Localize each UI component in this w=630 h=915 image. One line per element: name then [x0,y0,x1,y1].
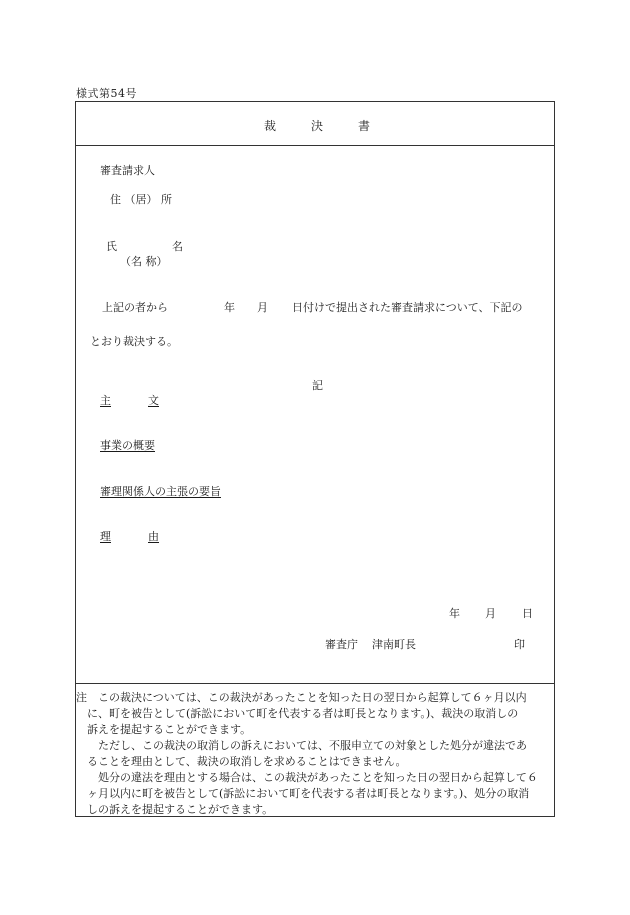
title-row [76,102,554,146]
date-month: 月 [485,607,496,620]
form-number: 様式第54号 [76,87,137,100]
section-reason [100,528,159,544]
section-overview: 事業の概要 [100,439,155,452]
section-main-b: 文 [148,394,159,407]
decision-form-frame [75,101,555,817]
ki-label: 記 [312,379,323,392]
note-line-4: ただし、この裁決の取消しの訴えにおいては、不服申立ての対象とした処分が違法であ [76,739,527,752]
note-line-6: 処分の違法を理由とする場合は、この裁決があったことを知った日の翌日から起算して６ [76,771,538,784]
name-label-a: 氏 [106,240,117,253]
section-main-a: 主 [100,394,111,407]
date-year: 年 [449,607,460,620]
requester-heading: 審査請求人 [100,164,155,177]
note-line-5: ることを理由として、裁決の取消しを求めることはできません。 [76,755,407,768]
signature-official: 津南町長 [372,638,416,651]
address-label: 住 （居） 所 [110,193,172,206]
section-reason-a: 理 [100,530,111,543]
statement-line2: とおり裁決する。 [90,335,178,348]
note-line-2: に、町を被告として(訴訟において町を代表する者は町長となります。)、裁決の取消しの [76,707,519,720]
seal-mark: 印 [514,638,525,651]
legal-note [76,683,554,816]
name-label-b: 名 [172,240,183,253]
title-char-3: 書 [358,119,371,133]
section-main-text [100,392,159,408]
date-day: 日 [522,607,533,620]
note-line-7: ヶ月以内に町を被告として(訴訟において町を代表する者は町長となります。)、処分の取消 [76,787,530,800]
section-claims: 審理関係人の主張の要旨 [100,485,221,498]
name-sub-label: （名 称） [120,255,168,268]
title-char-2: 決 [311,119,324,133]
statement-year: 年 [224,301,235,314]
section-reason-b: 由 [148,530,159,543]
note-line-1: 注 この裁決については、この裁決があったことを知った日の翌日から起算して６ヶ月以内 [76,691,527,704]
note-line-3: 訴えを提起することができます。 [76,723,252,736]
statement-rest: 日付けで提出された審査請求について、下記の [292,301,523,314]
signature-agency: 審査庁 [325,638,358,651]
note-line-8: しの訴えを提起することができます。 [76,803,274,816]
statement-intro: 上記の者から [102,301,168,314]
statement-month: 月 [257,301,268,314]
title-char-1: 裁 [264,119,277,133]
